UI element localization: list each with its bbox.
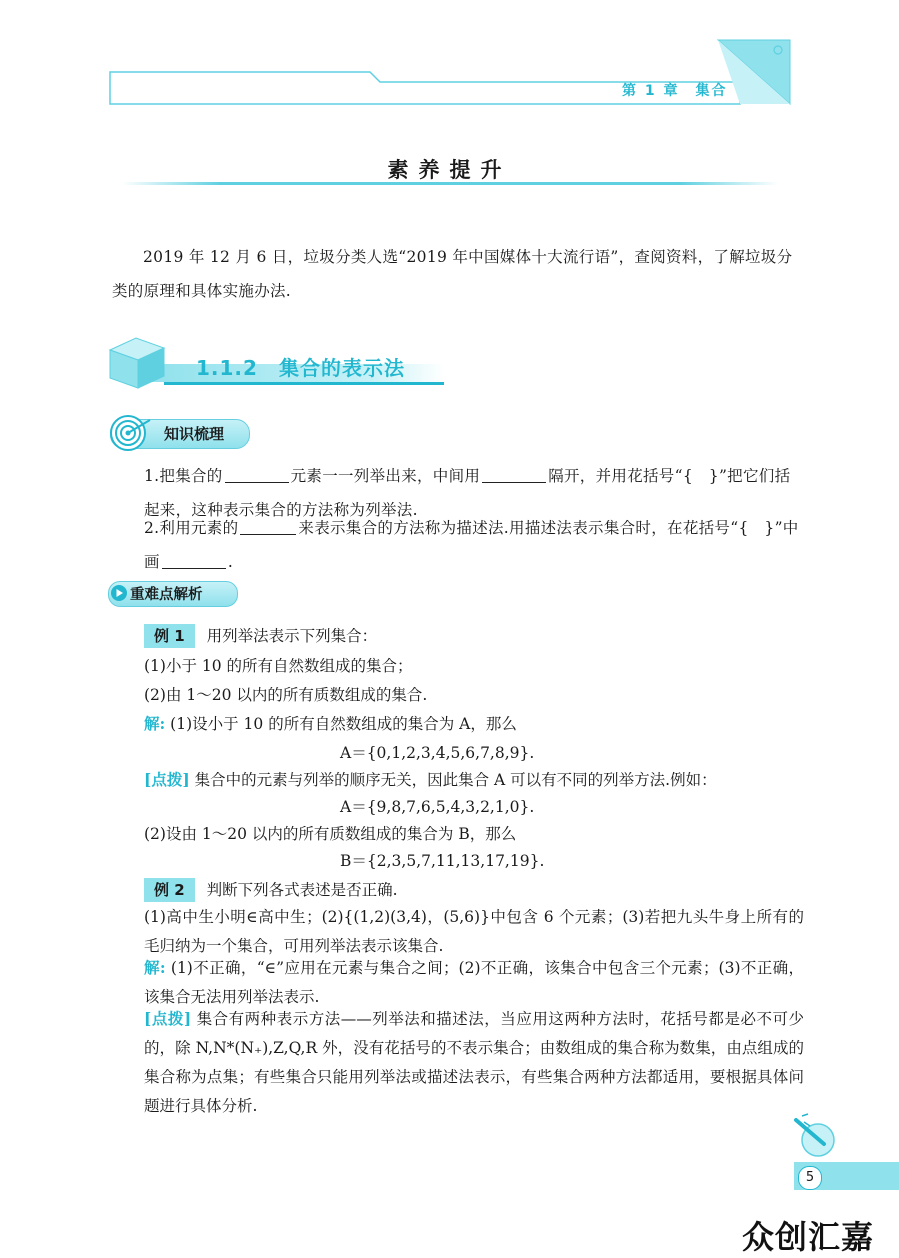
knowledge-item-1-c: 隔开，并用花括号“{ }”把它们括起来，这种表示集合的方法称为列举法. bbox=[144, 467, 791, 519]
section-rule bbox=[122, 182, 778, 185]
tip-text: 集合有两种表示方法——列举法和描述法，当应用这两种方法时，花括号都是必不可少的，除 N,N*(N₊),Z,Q,R 外，没有花括号的不表示集合；由数组成的集合称为数集，由点组成的集合称为点集；有些集合只能用列举法或描述法表示，有些集合两种方法都适用，要根据具体问题进行具体分析. bbox=[144, 1010, 804, 1115]
fill-blank bbox=[162, 553, 226, 570]
knowledge-item-1-b: 元素一一列举出来，中间用 bbox=[290, 467, 481, 485]
example-1-q2: (2)由 1～20 以内的所有质数组成的集合. bbox=[144, 686, 428, 704]
tag-knowledge-label: 知识梳理 bbox=[164, 425, 225, 443]
target-icon bbox=[108, 414, 154, 452]
page-number: 5 bbox=[798, 1166, 822, 1190]
example-2-prompt: 判断下列各式表述是否正确. bbox=[206, 881, 398, 899]
tip-label: [点拨] bbox=[144, 770, 190, 789]
watermark-text: 众创汇嘉 bbox=[742, 1218, 875, 1256]
knowledge-item-2-c: . bbox=[227, 553, 234, 571]
tip-text: 集合中的元素与列举的顺序无关，因此集合 A 可以有不同的列举方法.例如： bbox=[194, 771, 717, 789]
formula-set-a-reordered: A＝{9,8,7,6,5,4,3,2,1,0}. bbox=[340, 798, 535, 816]
fill-blank bbox=[482, 467, 546, 484]
example-badge: 例 1 bbox=[144, 624, 195, 648]
example-2-question: (1)高中生小明∈高中生；(2){(1,2)(3,4)，(5,6)}中包含 6 个元素；(3)若把九头牛身上所有的毛归纳为一个集合，可用列举法表示该集合. bbox=[144, 908, 804, 955]
example-2-header bbox=[144, 876, 804, 904]
knowledge-item-2-a: 2.利用元素的 bbox=[144, 519, 239, 537]
fill-blank bbox=[225, 467, 289, 484]
header-frame bbox=[0, 0, 899, 120]
chapter-label: 第 1 章 集合 bbox=[622, 83, 728, 99]
solution-text: (1)设小于 10 的所有自然数组成的集合为 A，那么 bbox=[170, 715, 517, 733]
knowledge-item-1-a: 1.把集合的 bbox=[144, 467, 223, 485]
example-badge: 例 2 bbox=[144, 878, 195, 902]
example-1-q1: (1)小于 10 的所有自然数组成的集合； bbox=[144, 657, 413, 675]
example-1-tip bbox=[144, 766, 804, 794]
intro-paragraph: 2019 年 12 月 6 日，垃圾分类人选“2019 年中国媒体十大流行语”，查阅资料，了解垃圾分类的原理和具体实施办法. bbox=[112, 248, 793, 300]
fill-blank bbox=[240, 519, 296, 536]
solution-label: 解: bbox=[144, 714, 166, 733]
knowledge-item-2-b: 来表示集合的方法称为描述法.用描述法表示集合时，在花括号“{ }”中画 bbox=[144, 519, 799, 571]
solution-label: 解: bbox=[144, 958, 166, 977]
formula-set-a: A＝{0,1,2,3,4,5,6,7,8,9}. bbox=[340, 744, 535, 762]
play-icon bbox=[110, 584, 128, 602]
example-1-solution-2: (2)设由 1～20 以内的所有质数组成的集合为 B，那么 bbox=[144, 825, 517, 843]
solution-text: (1)不正确，“∈”应用在元素与集合之间；(2)不正确，该集合中包含三个元素；(3)不正确，该集合无法用列举法表示. bbox=[144, 959, 804, 1006]
example-1-prompt: 用列举法表示下列集合： bbox=[206, 627, 378, 645]
section-title: 素养提升 bbox=[387, 158, 512, 182]
tag-analysis-label: 重难点解析 bbox=[130, 587, 203, 603]
example-1-header bbox=[144, 622, 804, 650]
decorative-pencil-icon bbox=[790, 1110, 840, 1160]
example-2-tip bbox=[144, 1004, 804, 1121]
tip-label: [点拨] bbox=[144, 1009, 192, 1028]
example-1-solution-1 bbox=[144, 710, 804, 738]
knowledge-item-2 bbox=[144, 511, 804, 579]
lesson-title: 1.1.2 集合的表示法 bbox=[196, 356, 405, 380]
formula-set-b: B＝{2,3,5,7,11,13,17,19}. bbox=[340, 852, 545, 870]
